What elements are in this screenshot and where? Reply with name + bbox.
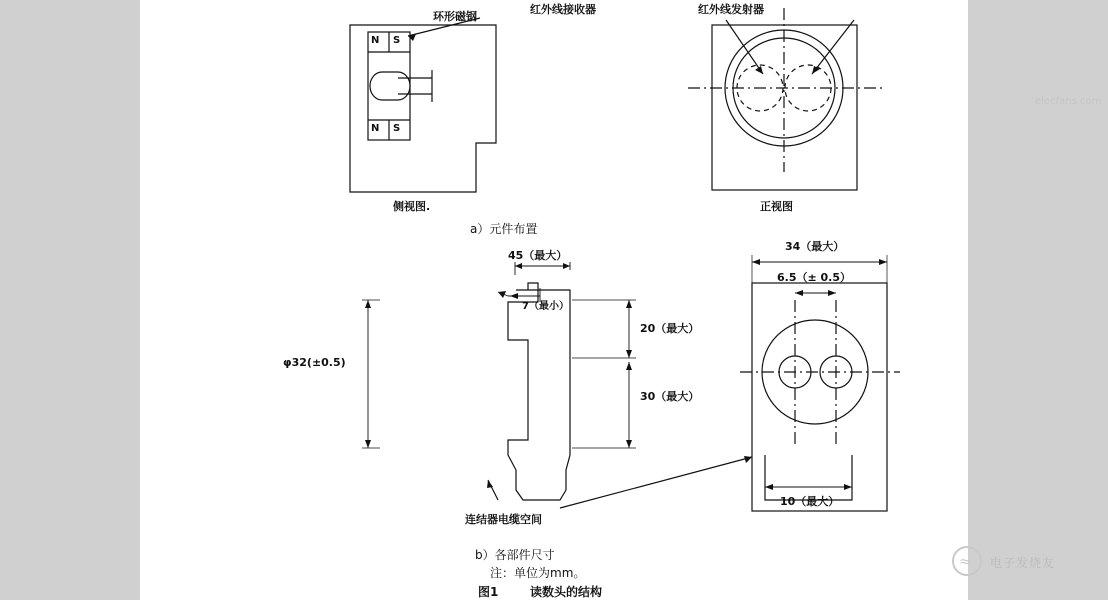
label-ring-magnet: 环形磁钢 bbox=[433, 10, 477, 23]
document-page bbox=[140, 0, 968, 600]
page-right-margin bbox=[968, 0, 1108, 600]
figure-title: 读数头的结构 bbox=[530, 585, 603, 599]
watermark-wave-icon: ≈ bbox=[959, 554, 971, 570]
caption-part-b: b）各部件尺寸 bbox=[475, 548, 555, 562]
watermark-text: 电子发烧友 bbox=[990, 556, 1056, 570]
dim-width-7: 7（最小） bbox=[522, 301, 569, 312]
label-side-view: 侧视图. bbox=[393, 200, 431, 213]
caption-part-a: a）元件布置 bbox=[470, 222, 538, 236]
dim-width-34: 34（最大） bbox=[785, 240, 845, 253]
label-front-view: 正视图 bbox=[760, 200, 793, 213]
caption-note: 注：单位为mm。 bbox=[490, 566, 586, 580]
dim-width-45: 45（最大） bbox=[508, 249, 568, 262]
dim-spacing-65: 6.5（± 0.5） bbox=[777, 271, 852, 284]
label-ir-emitter: 红外线发射器 bbox=[698, 3, 764, 16]
dim-width-10: 10（最大） bbox=[780, 495, 840, 508]
dim-diameter-32: φ32(±0.5) bbox=[283, 356, 346, 369]
dim-height-30: 30（最大） bbox=[640, 390, 700, 403]
dim-height-20: 20（最大） bbox=[640, 322, 700, 335]
label-ir-receiver: 红外线接收器 bbox=[530, 3, 596, 16]
label-pole-n-top: N bbox=[371, 35, 380, 46]
page-left-margin bbox=[0, 0, 140, 600]
label-pole-s-top: S bbox=[393, 35, 401, 46]
label-pole-n-bottom: N bbox=[371, 123, 380, 134]
figure-number: 图1 bbox=[478, 585, 499, 599]
watermark-url: elecfans.com bbox=[1035, 96, 1102, 107]
label-connector-cable-space: 连结器电缆空间 bbox=[465, 513, 542, 526]
label-pole-s-bottom: S bbox=[393, 123, 401, 134]
